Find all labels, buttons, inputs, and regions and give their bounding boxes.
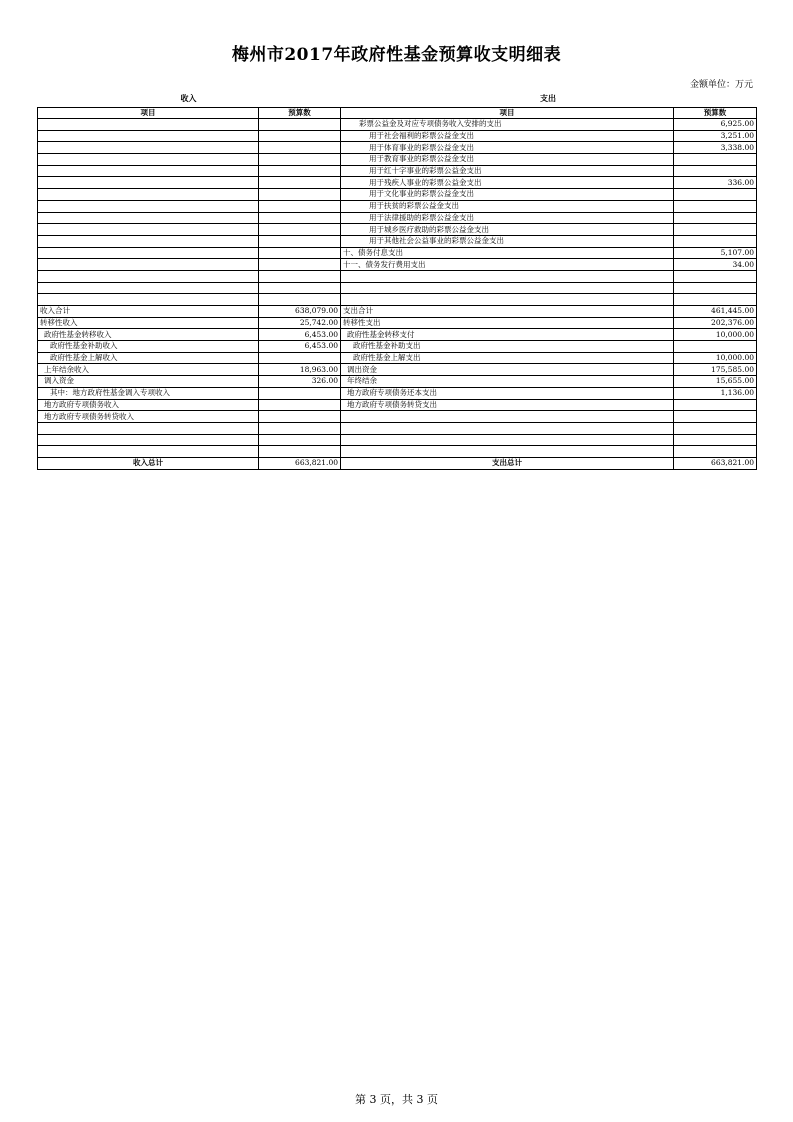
expense-total-value: 663,821.00 [674, 457, 757, 469]
income-item-cell [38, 212, 259, 224]
income-item-cell [38, 142, 259, 154]
income-budget-cell [259, 259, 341, 271]
expense-budget-cell [674, 446, 757, 458]
expense-budget-cell [674, 189, 757, 201]
expense-budget-cell [674, 411, 757, 423]
table-row [38, 411, 757, 423]
income-budget-cell [259, 177, 341, 189]
expense-item-cell: 用于法律援助的彩票公益金支出 [341, 212, 674, 224]
income-budget-cell [259, 235, 341, 247]
expense-item-cell [341, 294, 674, 306]
expense-budget-cell [674, 399, 757, 411]
income-budget-cell [259, 434, 341, 446]
income-budget-cell [259, 294, 341, 306]
table-row [38, 294, 757, 306]
income-total-value: 663,821.00 [259, 457, 341, 469]
expense-budget-cell [674, 165, 757, 177]
income-budget-cell [259, 142, 341, 154]
income-item-cell [38, 434, 259, 446]
expense-budget-cell: 15,655.00 [674, 376, 757, 388]
expense-budget-cell [674, 224, 757, 236]
income-item-cell: 地方政府专项债务收入 [38, 399, 259, 411]
expense-item-cell: 支出合计 [341, 306, 674, 318]
income-budget-cell [259, 224, 341, 236]
table-row [38, 165, 757, 177]
expense-budget-cell [674, 154, 757, 166]
expense-item-cell: 年终结余 [341, 376, 674, 388]
table-header-row [38, 108, 757, 119]
expense-item-cell: 地方政府专项债务还本支出 [341, 387, 674, 399]
expense-budget-cell [674, 212, 757, 224]
expense-item-cell: 十一、债务发行费用支出 [341, 259, 674, 271]
income-budget-cell [259, 154, 341, 166]
expense-item-cell [341, 270, 674, 282]
income-total-label: 收入总计 [38, 457, 259, 469]
income-item-cell [38, 224, 259, 236]
table-row [38, 352, 757, 364]
income-budget-cell: 6,453.00 [259, 329, 341, 341]
expense-item-cell: 地方政府专项债务转贷支出 [341, 399, 674, 411]
expense-item-cell [341, 422, 674, 434]
income-item-cell: 政府性基金上解收入 [38, 352, 259, 364]
income-budget-cell: 326.00 [259, 376, 341, 388]
income-budget-cell [259, 411, 341, 423]
budget-table [37, 107, 757, 470]
expense-budget-cell: 10,000.00 [674, 329, 757, 341]
expense-item-cell: 用于社会福利的彩票公益金支出 [341, 130, 674, 142]
expense-budget-cell [674, 270, 757, 282]
income-item-cell: 政府性基金补助收入 [38, 341, 259, 353]
expense-item-header: 项目 [341, 108, 674, 119]
table-row [38, 341, 757, 353]
table-row [38, 130, 757, 142]
table-row [38, 422, 757, 434]
income-item-cell [38, 165, 259, 177]
expense-item-cell: 用于文化事业的彩票公益金支出 [341, 189, 674, 201]
expense-item-cell: 政府性基金上解支出 [341, 352, 674, 364]
table-row [38, 306, 757, 318]
income-budget-cell [259, 165, 341, 177]
table-row [38, 247, 757, 259]
income-budget-cell [259, 200, 341, 212]
expense-budget-cell [674, 434, 757, 446]
table-row [38, 399, 757, 411]
expense-item-cell [341, 434, 674, 446]
table-row [38, 224, 757, 236]
income-item-cell [38, 259, 259, 271]
expense-item-cell: 用于城乡医疗救助的彩票公益金支出 [341, 224, 674, 236]
expense-item-cell: 用于残疾人事业的彩票公益金支出 [341, 177, 674, 189]
income-budget-cell [259, 247, 341, 259]
expense-item-cell: 用于红十字事业的彩票公益金支出 [341, 165, 674, 177]
income-item-cell [38, 177, 259, 189]
table-row [38, 212, 757, 224]
income-item-cell: 转移性收入 [38, 317, 259, 329]
expense-budget-cell: 3,338.00 [674, 142, 757, 154]
expense-item-cell [341, 446, 674, 458]
expense-item-cell: 用于其他社会公益事业的彩票公益金支出 [341, 235, 674, 247]
expense-budget-header: 预算数 [674, 108, 757, 119]
expense-budget-cell: 461,445.00 [674, 306, 757, 318]
income-item-cell [38, 282, 259, 294]
expense-item-cell [341, 411, 674, 423]
table-row [38, 434, 757, 446]
income-item-cell: 调入资金 [38, 376, 259, 388]
income-budget-cell [259, 387, 341, 399]
income-budget-cell [259, 446, 341, 458]
income-item-cell [38, 422, 259, 434]
expense-budget-cell: 5,107.00 [674, 247, 757, 259]
income-budget-cell: 25,742.00 [259, 317, 341, 329]
expense-item-cell: 用于体育事业的彩票公益金支出 [341, 142, 674, 154]
income-item-cell [38, 200, 259, 212]
income-section-header: 收入 [180, 93, 197, 103]
expense-budget-cell [674, 294, 757, 306]
income-budget-cell [259, 422, 341, 434]
table-row [38, 154, 757, 166]
table-row [38, 119, 757, 131]
income-budget-cell [259, 212, 341, 224]
expense-item-cell: 调出资金 [341, 364, 674, 376]
table-body [38, 119, 757, 458]
expense-item-cell: 转移性支出 [341, 317, 674, 329]
expense-item-cell: 用于扶贫的彩票公益金支出 [341, 200, 674, 212]
expense-item-cell: 十、债务付息支出 [341, 247, 674, 259]
expense-item-cell: 政府性基金补助支出 [341, 341, 674, 353]
amount-unit: 金额单位：万元 [689, 80, 753, 90]
table-row [38, 259, 757, 271]
expense-item-cell: 用于教育事业的彩票公益金支出 [341, 154, 674, 166]
expense-budget-cell [674, 235, 757, 247]
income-item-cell [38, 119, 259, 131]
table-row [38, 200, 757, 212]
expense-budget-cell: 336.00 [674, 177, 757, 189]
expense-budget-cell: 3,251.00 [674, 130, 757, 142]
income-item-cell: 收入合计 [38, 306, 259, 318]
income-item-cell [38, 189, 259, 201]
table-row [38, 142, 757, 154]
expense-section-header: 支出 [540, 93, 556, 103]
expense-item-cell: 彩票公益金及对应专项债务收入安排的支出 [341, 119, 674, 131]
income-budget-cell [259, 119, 341, 131]
table-row [38, 189, 757, 201]
expense-budget-cell [674, 341, 757, 353]
expense-total-label: 支出总计 [341, 457, 674, 469]
income-item-header: 项目 [38, 108, 259, 119]
totals-row [38, 457, 757, 469]
table-row [38, 177, 757, 189]
table-row [38, 446, 757, 458]
income-budget-cell [259, 399, 341, 411]
table-row [38, 317, 757, 329]
expense-budget-cell: 6,925.00 [674, 119, 757, 131]
income-item-cell: 政府性基金转移收入 [38, 329, 259, 341]
income-item-cell: 地方政府专项债务转贷收入 [38, 411, 259, 423]
income-budget-cell [259, 352, 341, 364]
expense-item-cell [341, 282, 674, 294]
expense-budget-cell: 202,376.00 [674, 317, 757, 329]
income-item-cell [38, 247, 259, 259]
table-row [38, 376, 757, 388]
table-row [38, 282, 757, 294]
income-budget-cell [259, 189, 341, 201]
expense-budget-cell: 10,000.00 [674, 352, 757, 364]
income-budget-cell [259, 130, 341, 142]
income-budget-header: 预算数 [259, 108, 341, 119]
expense-budget-cell: 175,585.00 [674, 364, 757, 376]
income-item-cell [38, 154, 259, 166]
income-item-cell [38, 294, 259, 306]
table-row [38, 329, 757, 341]
income-budget-cell [259, 270, 341, 282]
income-budget-cell: 638,079.00 [259, 306, 341, 318]
page-title: 梅州市2017年政府性基金预算收支明细表 [231, 45, 562, 65]
income-item-cell: 其中：地方政府性基金调入专项收入 [38, 387, 259, 399]
income-budget-cell [259, 282, 341, 294]
expense-budget-cell [674, 200, 757, 212]
income-item-cell: 上年结余收入 [38, 364, 259, 376]
page-footer: 第 3 页，共 3 页 [355, 1093, 438, 1106]
income-item-cell [38, 446, 259, 458]
table-row [38, 270, 757, 282]
expense-budget-cell: 34.00 [674, 259, 757, 271]
expense-budget-cell [674, 282, 757, 294]
table-row [38, 235, 757, 247]
expense-budget-cell: 1,136.00 [674, 387, 757, 399]
table-row [38, 387, 757, 399]
expense-item-cell: 政府性基金转移支付 [341, 329, 674, 341]
income-budget-cell: 6,453.00 [259, 341, 341, 353]
income-item-cell [38, 130, 259, 142]
income-budget-cell: 18,963.00 [259, 364, 341, 376]
table-row [38, 364, 757, 376]
income-item-cell [38, 270, 259, 282]
income-item-cell [38, 235, 259, 247]
expense-budget-cell [674, 422, 757, 434]
